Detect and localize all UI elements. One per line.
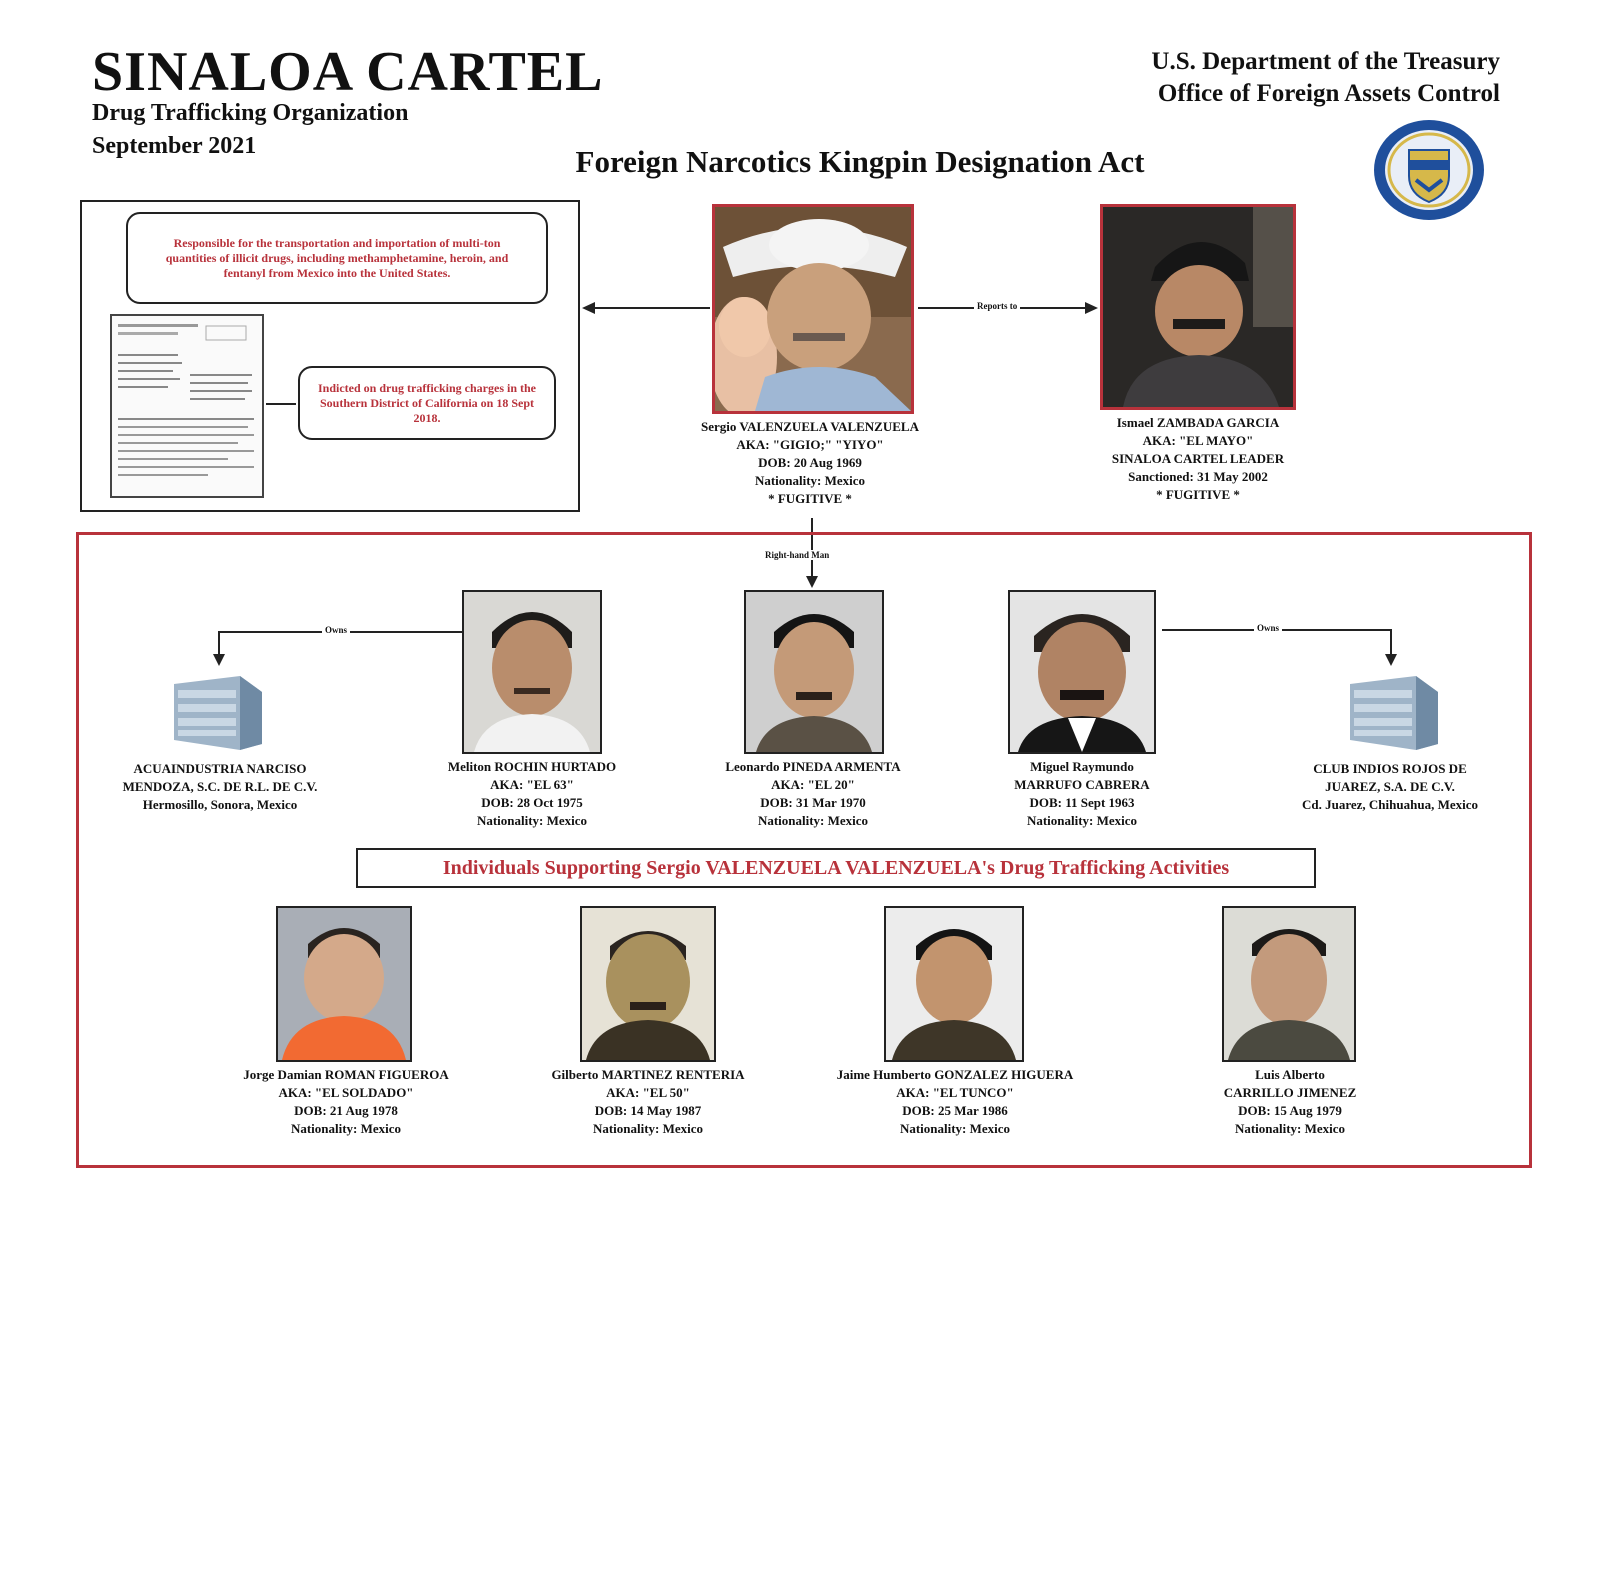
associate-caption — [668, 758, 958, 830]
right-hand-label: Right-hand Man — [762, 550, 832, 560]
building-icon — [170, 672, 266, 752]
supporter-dob: DOB: 15 Aug 1979 — [1238, 1103, 1342, 1118]
supporter-portrait-image — [1224, 908, 1354, 1060]
chart-date: September 2021 — [92, 133, 257, 159]
supporter-dob: DOB: 25 Mar 1986 — [902, 1103, 1008, 1118]
associate-dob: DOB: 28 Oct 1975 — [481, 795, 583, 810]
supporter-caption — [790, 1066, 1120, 1138]
chart-subtitle: Drug Trafficking Organization — [92, 100, 409, 126]
associate-caption — [940, 758, 1224, 830]
supporter-name: Luis Alberto — [1255, 1067, 1325, 1082]
primary-caption — [620, 418, 1000, 508]
primary-to-panel-line — [590, 307, 710, 309]
associate-aka: AKA: "EL 20" — [771, 777, 855, 792]
supporter-caption — [1150, 1066, 1430, 1138]
primary-nationality: Nationality: Mexico — [754, 473, 866, 488]
associate-portrait-image — [464, 592, 600, 752]
owns-right-label: Owns — [1254, 623, 1282, 633]
supporter-caption — [500, 1066, 796, 1138]
act-title: Foreign Narcotics Kingpin Designation Act — [575, 144, 1145, 179]
supporter-name-2: CARRILLO JIMENEZ — [1223, 1085, 1357, 1100]
treasury-seal-icon — [1372, 118, 1486, 222]
supporter-dob: DOB: 21 Aug 1978 — [294, 1103, 398, 1118]
supporter-dob: DOB: 14 May 1987 — [594, 1103, 702, 1118]
arrowhead-down-icon — [212, 654, 226, 666]
primary-photo — [712, 204, 914, 414]
supporter-portrait-image — [886, 908, 1022, 1060]
supporter-name: Gilberto MARTINEZ RENTERIA — [551, 1067, 745, 1082]
indictment-callout: Indicted on drug trafficking charges in the Southern District of California on 18 Sept 2018. — [298, 366, 556, 440]
leader-photo — [1100, 204, 1296, 410]
associate-portrait-image — [746, 592, 882, 752]
entity-line: Hermosillo, Sonora, Mexico — [142, 797, 298, 812]
associate-nationality: Nationality: Mexico — [476, 813, 588, 828]
document-connector — [266, 403, 296, 405]
leader-name: Ismael ZAMBADA GARCIA — [1116, 415, 1280, 430]
associate-name-2: MARRUFO CABRERA — [1014, 777, 1150, 792]
entity-line: MENDOZA, S.C. DE R.L. DE C.V. — [122, 779, 318, 794]
associate-portrait-image — [1010, 592, 1154, 752]
leader-aka: AKA: "EL MAYO" — [1142, 433, 1254, 448]
supporter-nationality: Nationality: Mexico — [1234, 1121, 1346, 1136]
primary-aka: AKA: "GIGIO;" "YIYO" — [736, 437, 884, 452]
arrowhead-down-icon — [1384, 654, 1398, 666]
associate-photo — [744, 590, 884, 754]
entity-caption — [1240, 760, 1540, 814]
arrowhead-right-icon — [1084, 301, 1098, 315]
associate-dob: DOB: 11 Sept 1963 — [1029, 795, 1135, 810]
leader-status: * FUGITIVE * — [1156, 487, 1240, 502]
supporter-caption — [196, 1066, 496, 1138]
reports-to-label: Reports to — [974, 301, 1020, 311]
associate-photo — [462, 590, 602, 754]
supporter-photo — [580, 906, 716, 1062]
associate-caption — [390, 758, 674, 830]
associate-name: Leonardo PINEDA ARMENTA — [725, 759, 901, 774]
supporter-aka: AKA: "EL SOLDADO" — [278, 1085, 414, 1100]
associate-name: Meliton ROCHIN HURTADO — [447, 759, 617, 774]
associate-aka: AKA: "EL 63" — [490, 777, 574, 792]
leader-portrait-image — [1103, 207, 1293, 407]
owns-left-label: Owns — [322, 625, 350, 635]
primary-name: Sergio VALENZUELA VALENZUELA — [701, 419, 919, 434]
agency-line-2: Office of Foreign Assets Control — [1157, 80, 1500, 107]
supporter-nationality: Nationality: Mexico — [290, 1121, 402, 1136]
associate-name: Miguel Raymundo — [1030, 759, 1134, 774]
supporter-photo — [1222, 906, 1356, 1062]
primary-portrait-image — [715, 207, 911, 411]
owns-right-drop — [1390, 629, 1392, 655]
associate-nationality: Nationality: Mexico — [757, 813, 869, 828]
supporter-name: Jaime Humberto GONZALEZ HIGUERA — [836, 1067, 1074, 1082]
leader-role: SINALOA CARTEL LEADER — [1111, 451, 1285, 466]
agency-block — [1151, 46, 1500, 110]
supporter-nationality: Nationality: Mexico — [592, 1121, 704, 1136]
supporter-aka: AKA: "EL 50" — [606, 1085, 690, 1100]
associate-dob: DOB: 31 Mar 1970 — [760, 795, 866, 810]
chart-title: SINALOA CARTEL — [92, 41, 604, 103]
entity-line: CLUB INDIOS ROJOS DE — [1313, 761, 1467, 776]
entity-line: ACUAINDUSTRIA NARCISO — [133, 761, 307, 776]
primary-dob: DOB: 20 Aug 1969 — [758, 455, 862, 470]
arrowhead-left-icon — [582, 301, 596, 315]
supporter-portrait-image — [278, 908, 410, 1060]
indictment-document-icon — [110, 314, 264, 498]
entity-line: Cd. Juarez, Chihuahua, Mexico — [1302, 797, 1478, 812]
leader-sanctioned: Sanctioned: 31 May 2002 — [1128, 469, 1268, 484]
supporter-aka: AKA: "EL TUNCO" — [896, 1085, 1014, 1100]
info-panel — [80, 200, 580, 512]
supporter-photo — [276, 906, 412, 1062]
owns-left-drop — [218, 631, 220, 655]
primary-status: * FUGITIVE * — [768, 491, 852, 506]
building-icon — [1346, 672, 1442, 752]
associate-photo — [1008, 590, 1156, 754]
responsibility-callout: Responsible for the transportation and importation of multi-ton quantities of illicit drugs, including methamphetamine, heroin, and fentanyl from Mexico into the United States. — [126, 212, 548, 304]
entity-caption — [70, 760, 370, 814]
leader-caption — [1028, 414, 1368, 504]
entity-line: JUAREZ, S.A. DE C.V. — [1325, 779, 1455, 794]
associate-nationality: Nationality: Mexico — [1026, 813, 1138, 828]
agency-line-1: U.S. Department of the Treasury — [1151, 48, 1500, 75]
supporter-photo — [884, 906, 1024, 1062]
supporter-portrait-image — [582, 908, 714, 1060]
supporters-heading: Individuals Supporting Sergio VALENZUELA VALENZUELA's Drug Trafficking Activities — [356, 848, 1316, 888]
supporter-name: Jorge Damian ROMAN FIGUEROA — [243, 1067, 449, 1082]
supporter-nationality: Nationality: Mexico — [899, 1121, 1011, 1136]
